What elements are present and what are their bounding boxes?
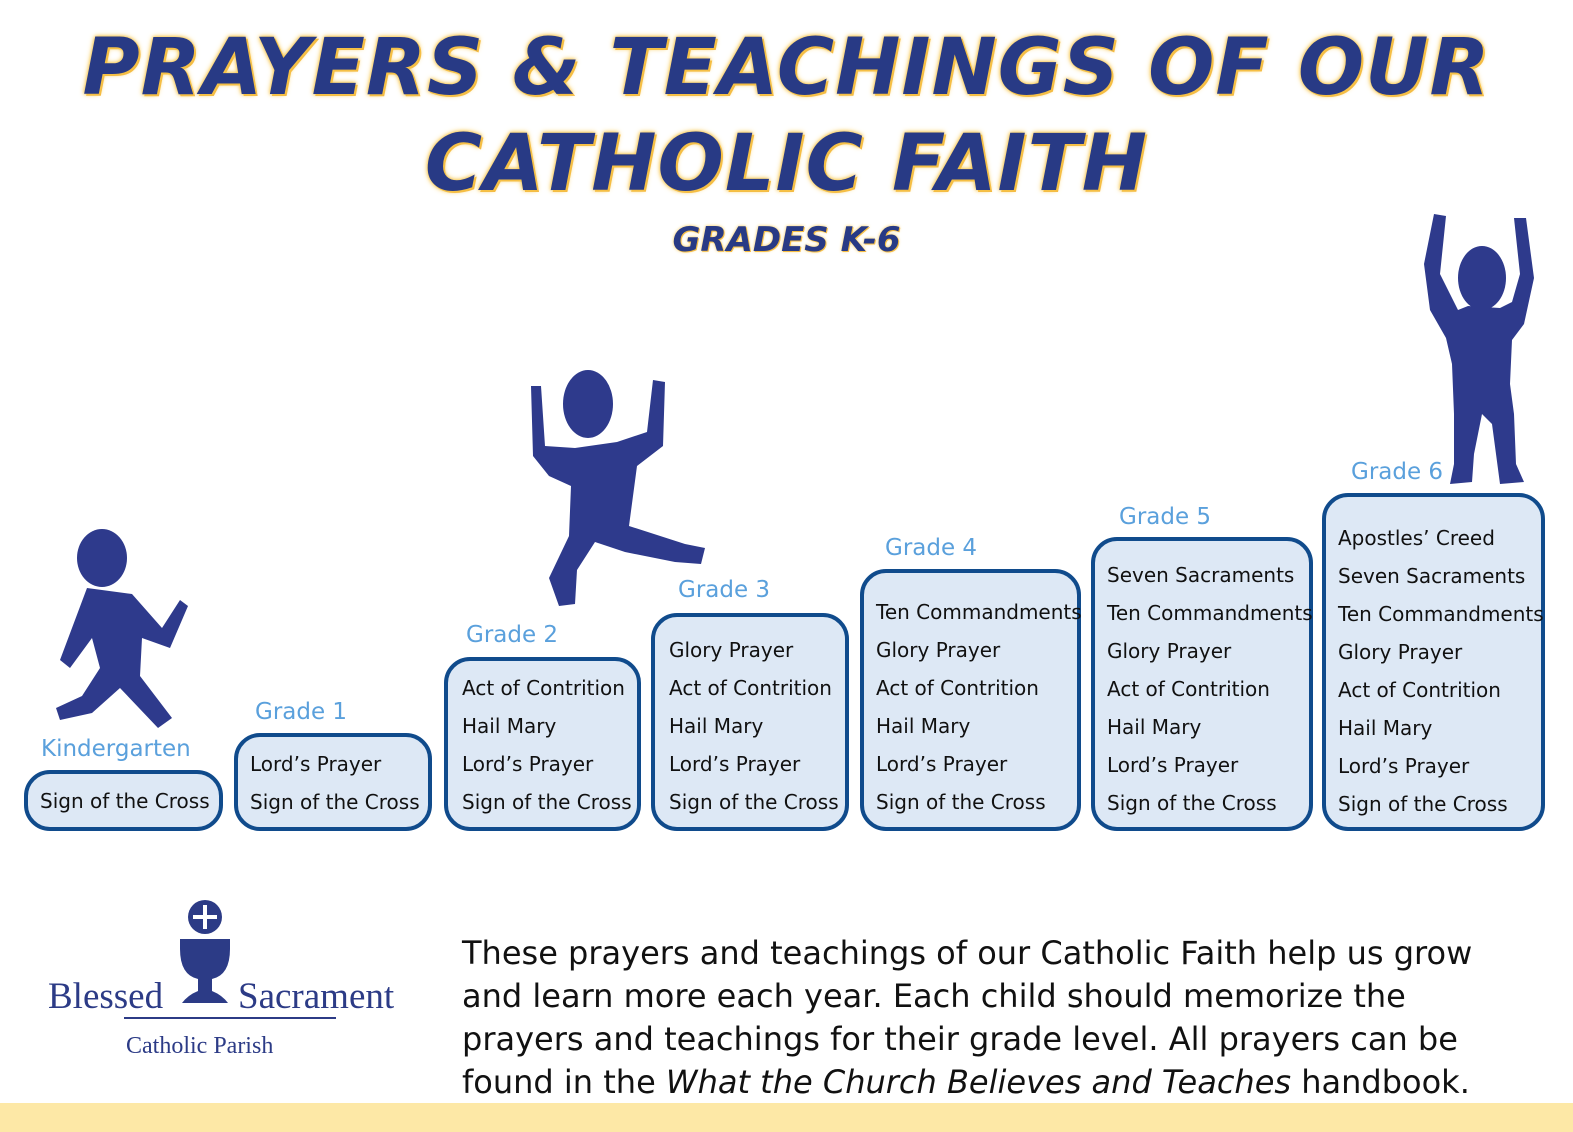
page-title-line-2: CATHOLIC FAITH (424, 119, 1149, 209)
prayer-item: Hail Mary (876, 714, 971, 738)
prayer-list (669, 631, 841, 821)
prayer-item: Act of Contrition (462, 676, 625, 700)
bottom-bar (0, 1103, 1573, 1132)
grade-label-grade-2: Grade 2 (466, 622, 559, 648)
prayer-item: Ten Commandments (876, 600, 1082, 624)
prayer-item: Lord’s Prayer (669, 752, 801, 776)
prayer-item: Sign of the Cross (669, 790, 839, 814)
prayer-item: Glory Prayer (1107, 639, 1232, 663)
prayer-item: Lord’s Prayer (876, 752, 1008, 776)
prayer-item: Sign of the Cross (40, 789, 210, 813)
child-cheering-figure (1420, 214, 1540, 494)
prayer-item: Act of Contrition (1107, 677, 1270, 701)
prayer-item: Sign of the Cross (250, 790, 420, 814)
step-grade-5 (1091, 537, 1313, 831)
grade-label-kindergarten: Kindergarten (41, 736, 191, 762)
footer-text-main: These prayers and teachings of our Catholic Faith help us grow and learn more each year. Each child should memorize the prayers and teachings for their grade level. All prayers can be found in the (462, 934, 1473, 1101)
handbook-title: What the Church Believes and Teaches (665, 1063, 1292, 1101)
step-grade-6 (1322, 493, 1545, 831)
prayer-list (876, 593, 1082, 821)
logo-divider (124, 1017, 336, 1019)
grade-label-grade-5: Grade 5 (1119, 504, 1212, 530)
prayer-item: Act of Contrition (876, 676, 1039, 700)
chalice-cross-icon (170, 897, 242, 1013)
prayer-item: Sign of the Cross (1338, 792, 1508, 816)
footer-text-end: handbook. (1291, 1063, 1470, 1101)
prayer-item: Glory Prayer (1338, 640, 1463, 664)
logo-word-sacrament: Sacrament (238, 976, 395, 1017)
prayer-item: Sign of the Cross (1107, 791, 1277, 815)
step-kindergarten (24, 770, 223, 831)
prayer-item: Lord’s Prayer (250, 752, 382, 776)
grade-label-grade-6: Grade 6 (1351, 459, 1444, 485)
prayer-item: Hail Mary (462, 714, 557, 738)
prayer-list (250, 745, 424, 821)
logo-word-blessed: Blessed (48, 976, 164, 1017)
prayer-item: Hail Mary (1107, 715, 1202, 739)
prayer-list (1338, 519, 1544, 823)
step-grade-3 (651, 613, 849, 831)
prayer-item: Sign of the Cross (462, 790, 632, 814)
prayer-item: Act of Contrition (1338, 678, 1501, 702)
prayer-item: Lord’s Prayer (462, 752, 594, 776)
parish-logo (40, 895, 430, 1070)
prayer-list (462, 669, 633, 821)
prayer-list (1107, 556, 1313, 822)
step-grade-4 (860, 569, 1081, 831)
page-title-line-1: PRAYERS & TEACHINGS OF OUR (82, 23, 1491, 113)
prayer-item: Lord’s Prayer (1338, 754, 1470, 778)
prayer-item: Ten Commandments (1107, 601, 1313, 625)
prayer-item: Ten Commandments (1338, 602, 1544, 626)
page-subtitle: GRADES K-6 (672, 220, 901, 260)
child-walking-figure (42, 528, 192, 733)
prayer-item: Sign of the Cross (876, 790, 1046, 814)
step-grade-1 (234, 733, 432, 831)
prayer-item: Lord’s Prayer (1107, 753, 1239, 777)
grade-label-grade-4: Grade 4 (885, 535, 978, 561)
prayer-list (40, 782, 215, 820)
prayer-item: Act of Contrition (669, 676, 832, 700)
footer-paragraph (462, 932, 1522, 1104)
grade-label-grade-3: Grade 3 (678, 577, 771, 603)
grade-label-grade-1: Grade 1 (255, 699, 348, 725)
prayer-item: Glory Prayer (876, 638, 1001, 662)
prayer-item: Seven Sacraments (1107, 563, 1295, 587)
prayer-item: Hail Mary (1338, 716, 1433, 740)
prayer-item: Hail Mary (669, 714, 764, 738)
prayer-item: Glory Prayer (669, 638, 794, 662)
prayer-item: Seven Sacraments (1338, 564, 1526, 588)
step-grade-2 (444, 657, 641, 831)
logo-subtitle: Catholic Parish (126, 1033, 274, 1059)
prayer-item: Apostles’ Creed (1338, 526, 1495, 550)
